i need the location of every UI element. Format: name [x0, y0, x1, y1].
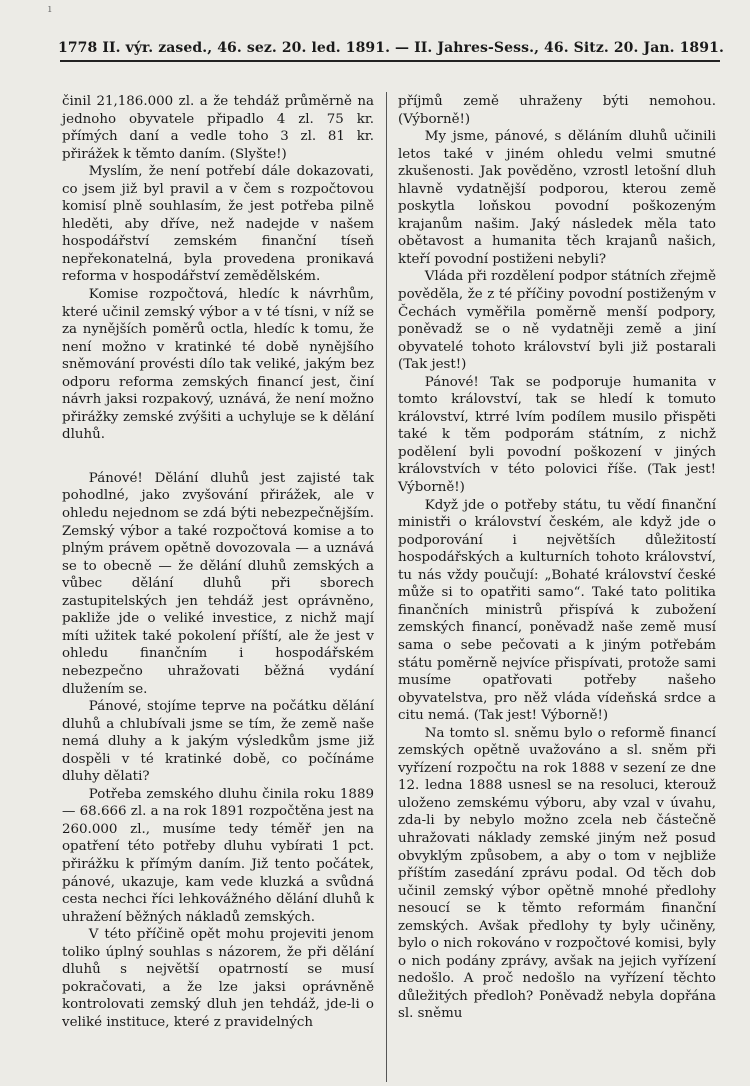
- paragraph: Pánové! Dělání dluhů jest zajisté tak pohodlné, jako zvyšování přirážek, ale v ohledu nejednom se zdá býti nebezpečnějším. Zemský výbor a také rozpočtová komise a to plným právem opětně dovozovala — a uznává se to obecně — že dělání dluhů zemských a vůbec dělání dluhů při sborech zastupitelských jen tehdáž jest oprávněno, pakliže jde o veliké investice, z nichž mají míti užitek také pokolení příští, ale že jest v ohledu finančním i hospodářském nebezpečno uhražovati běžná vydání dlužením se.: [62, 470, 374, 697]
- right-column: [398, 93, 716, 1023]
- paragraph: V této příčině opět mohu projeviti jenom toliko úplný souhlas s názorem, že při dělání dluhů s největší opatrností se musí pokračovati, a že lze jaksi oprávněně kontrolovati zemský dluh jen tehdáž, jde-li o veliké instituce, které z pravidelných: [62, 927, 374, 1030]
- paragraph: činil 21,186.000 zl. a že tehdáž průměrně na jednoho obyvatele připadlo 4 zl. 75 kr. přímých daní a vedle toho 3 zl. 81 kr. přirážek k těmto daním. (Slyšte!): [62, 94, 374, 162]
- paragraph: Na tomto sl. sněmu bylo o reformě financí zemských opětně uvažováno a sl. sněm při vyřízení rozpočtu na rok 1888 v sezení ze dne 12. ledna 1888 usnesl se na resoluci, kterouž uloženo zemskému výboru, aby vzal v úvahu, zda-li by nebylo možno zcela neb částečně uhražovati náklady zemské jiným než posud obvyklým způsobem, a aby o tom v nejbliže příštím zasedání zprávu podal. Od těch dob učinil zemský výbor opětně mnohé předlohy nesoucí se k těmto reformám finanční zemských. Avšak předlohy ty byly učiněny, bylo o nich rokováno v rozpočtové komisi, byly o nich podány zprávy, avšak na jejich vyřízení nedošlo. A proč nedošlo na vyřízení těchto důležitých předloh? Poněvadž nebyla dopřána sl. sněmu: [398, 725, 716, 1022]
- paragraph: Pánové, stojíme teprve na počátku dělání dluhů a chlubívali jsme se tím, že země naše nemá dluhy a k jakým výsledkům jsme již dospěli v té kratinké době, co počínáme dluhy dělati?: [62, 699, 374, 785]
- page-header: 1778 II. výr. zased., 46. sez. 20. led. 1891. — II. Jahres-Sess., 46. Sitz. 20. Jan. 1891.: [58, 40, 724, 56]
- paragraph: Myslím, že není potřebí dále dokazovati, co jsem již byl pravil a v čem s rozpočtovou komisí plně souhlasím, že jest potřeba pilně hleděti, aby dříve, než nadejde v našem hospodářství zemském finanční tíseň nepřekonatelná, byla provedena pronikavá reforma v hospodářství zemědělském.: [62, 164, 374, 285]
- margin-mark: ı: [48, 2, 52, 15]
- paragraph: Když jde o potřeby státu, tu vědí finanční ministři o království českém, ale když jde o podporování i největších důležitostí hospodářských a kulturních tohoto království, tu nás vždy poučují: „Bohaté království české může si to opatřiti samo“. Také tato politika finančních ministrů přispívá k zubožení zemských financí, poněvadž naše země musí sama o sebe pečovati a k jiným potřebám státu poměrně nejvíce přispívati, protože sami musíme opatřovati potřeby našeho obyvatelstva, pro něž vláda vídeňská srdce a citu nemá. (Tak jest! Výborně!): [398, 497, 716, 724]
- paragraph: Vláda při rozdělení podpor státních zřejmě pověděla, že z té příčiny povodní postiženým v Čechách vyměřila poměrně menší podpory, poněvadž se o ně vydatněji země a jiní obyvatelé tohoto království byli již postarali (Tak jest!): [398, 269, 716, 373]
- paragraph: Komise rozpočtová, hledíc k návrhům, které učinil zemský výbor a v té tísni, v níž se za nynějších poměrů octla, hledíc k tomu, že není možno v kratinké té době nynějšího sněmování provésti dílo tak veliké, jakým bez odporu reforma zemských financí jest, činí návrh jaksi rozpakový, uznává, že není možno přirážky zemské zvýšiti a uchyluje se k dělání dluhů.: [62, 287, 374, 443]
- paragraph: Potřeba zemského dluhu činila roku 1889 — 68.666 zl. a na rok 1891 rozpočtěna jest na 260.000 zl., musíme tedy téměř jen na opatření této potřeby dluhu vybírati 1 pct. přirážku k přímým daním. Již tento počátek, pánové, ukazuje, kam vede kluzká a svůdná cesta nechci říci lehkovážného dělání dluhů k uhražení běžných nákladů zemských.: [62, 786, 374, 925]
- left-column: [62, 93, 374, 1031]
- paragraph: My jsme, pánové, s děláním dluhů učinili letos také v jiném ohledu velmi smutné zkušenosti. Jak pověděno, vzrostl letošní dluh hlavně vydatnější podporou, kterou země poskytla loňskou povodní poškozeným krajanům našim. Jaký následek měla tato obětavost a humanita těch krajanů našich, kteří povodní postiženi nebyli?: [398, 129, 716, 267]
- paragraph: Pánové! Tak se podporuje humanita v tomto království, tak se hledí k tomuto království, ktrré lvím podílem musilo přispěti také k těm podporám státním, z nichž podělení byli povodní poškození v jiných královstvích v této polovici říše. (Tak jest! Výborně!): [398, 374, 716, 496]
- paragraph: příjmů země uhraženy býti nemohou. (Výborně!): [398, 94, 716, 127]
- header-rule: [60, 60, 720, 62]
- column-divider: [386, 92, 387, 1082]
